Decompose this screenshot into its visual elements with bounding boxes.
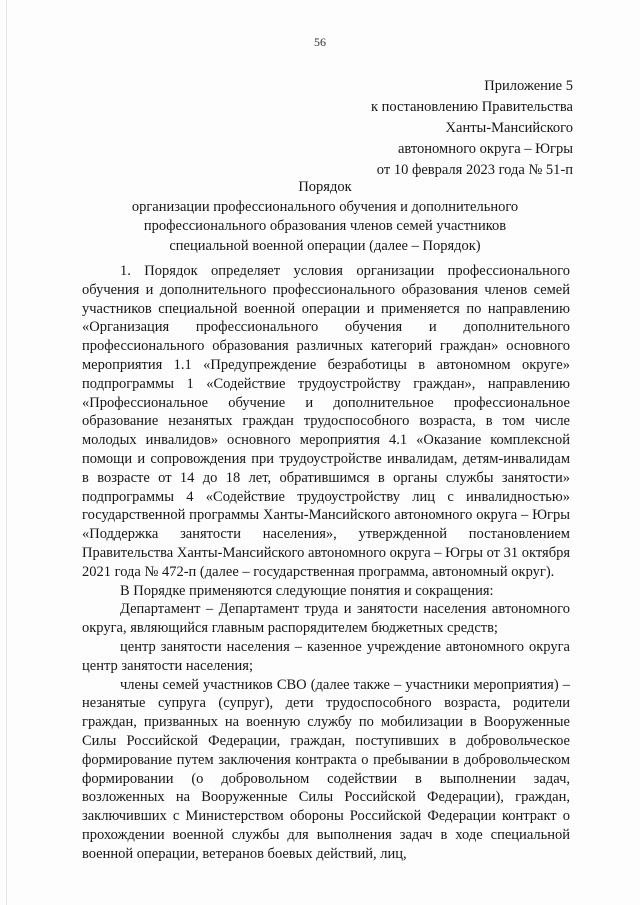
appendix-line: автономного округа – Югры <box>397 141 573 157</box>
paragraph-scope: 1. Порядок определяет условия организации профессионального обучения и дополнительного профессионального образования членов семей участников специальной военной операции и применяется по направлению «Организация профессионального обучения и дополнительного профессионального образования различных категорий граждан» основного мероприятия 1.1 «Предупреждение безработицы в автономном округе» подпрограммы 1 «Содействие трудоустройству граждан», направлению «Профессиональное обучение и дополнительное профессиональное образование незанятых граждан трудоспособного возраста, в том числе молодых инвалидов» основного мероприятия 4.1 «Оказание комплексной помощи и сопровождения при трудоустройстве инвалидам, детям-инвалидам в возрасте от 14 до 18 лет, обратившимся в органы службы занятости» подпрограммы 4 «Содействие трудоустройству лиц с инвалидностью» государственной программы Ханты-Мансийского автономного округа – Югры «Поддержка занятости населения», утвержденной постановлением Правительства Ханты-Мансийского автономного округа – Югры от 31 октября 2021 года № 472-п (далее – государственная программа, автономный округ). <box>82 263 570 580</box>
paragraph-terms-intro: В Порядке применяются следующие понятия и сокращения: <box>120 582 494 599</box>
paragraph-definition-employment-center: центр занятости населения – казенное учреждение автономного округа центр занятости населения; <box>82 638 570 674</box>
title-subtitle-line: профессионального образования членов семей участников <box>143 218 507 234</box>
appendix-line: к постановлению Правительства <box>371 99 573 115</box>
scan-edge-line <box>6 0 7 905</box>
title-subtitle-line: специальной военной операции (далее – Порядок) <box>169 237 481 254</box>
paragraph-definition-family-members: члены семей участников СВО (далее также – участники мероприятия) – незанятые супруга (супруг), дети трудоспособного возраста, родители граждан, призванных на военную службу по мобилизации в Вооруженные Силы Российской Федерации, граждан, поступивших в добровольческое формирование путем заключения контракта о пребывании в добровольческом формировании (о добровольном содействии в выполнении задач, возложенных на Вооруженные Силы Российской Федерации), граждан, заключивших с Министерством обороны Российской Федерации контракт о прохождении военной службы для выполнения задач в ходе специальной военной операции, ветеранов боевых действий, лиц, <box>82 676 570 862</box>
appendix-line: от 10 февраля 2023 года № 51-п <box>376 162 573 178</box>
title-subtitle-line: организации профессионального обучения и дополнительного <box>131 198 519 215</box>
paragraph-definition-department: Департамент – Департамент труда и занятости населения автономного округа, являющийся главным распорядителем бюджетных средств; <box>82 601 570 637</box>
document-body <box>82 262 570 864</box>
title-heading: Порядок <box>298 179 352 195</box>
appendix-line: Приложение 5 <box>484 78 573 94</box>
appendix-block <box>371 76 573 181</box>
document-title <box>70 178 580 256</box>
page-number: 56 <box>314 35 326 49</box>
appendix-line: Ханты-Мансийского <box>445 120 573 136</box>
